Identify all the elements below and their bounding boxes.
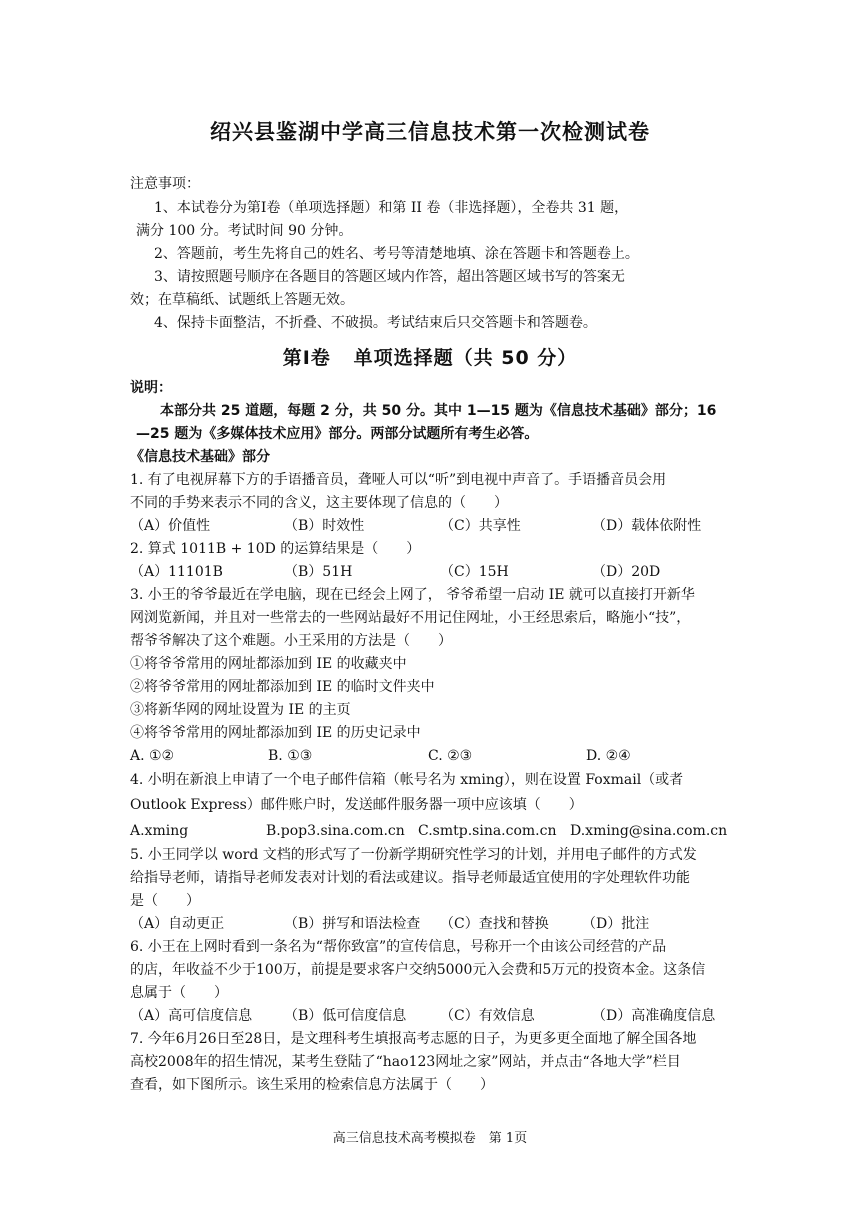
question-1-line-2: 不同的手势来表示不同的含义，这主要体现了信息的（ ） (130, 495, 508, 511)
question-7-line-1: 7. 今年6月26日至28日，是文理科考生填报高考志愿的日子，为更多更全面地了解全国各地 (130, 1031, 697, 1047)
question-3-option-b: B. ①③ (268, 748, 313, 764)
question-3-option-a: A. ①② (130, 748, 175, 764)
question-1-option-b: （B）时效性 (284, 518, 365, 534)
notice-item-3-cont: 效；在草稿纸、试题纸上答题无效。 (130, 292, 354, 308)
question-6-option-c: （C）有效信息 (440, 1008, 535, 1024)
part-heading: 《信息技术基础》部分 (130, 449, 270, 465)
question-5-option-c: （C）查找和替换 (440, 916, 549, 932)
question-6-option-d: （D）高准确度信息 (592, 1008, 716, 1024)
question-4-option-a: A.xming (130, 823, 189, 839)
question-5-option-d: （D）批注 (582, 916, 650, 932)
question-7-line-3: 查看，如下图所示。该生采用的检索信息方法属于（ ） (130, 1077, 494, 1093)
question-3-line-1: 3. 小王的爷爷最近在学电脑，现在已经会上网了， 爷爷希望一启动 IE 就可以直接打开新华 (130, 587, 695, 603)
question-2-option-d: （D）20D (592, 564, 661, 580)
question-3-choice-3: ③将新华网的网址设置为 IE 的主页 (130, 702, 351, 718)
question-4-option-d: D.xming@sina.com.cn (570, 823, 728, 839)
notice-item-1-cont: 满分 100 分。考试时间 90 分钟。 (136, 223, 353, 239)
question-1-option-d: （D）载体依附性 (592, 518, 702, 534)
question-4-option-b: B.pop3.sina.com.cn (266, 823, 405, 839)
question-3-option-d: D. ②④ (586, 748, 631, 764)
notice-item-1: 1、本试卷分为第Ⅰ卷（单项选择题）和第 II 卷（非选择题），全卷共 31 题， (154, 200, 629, 216)
section-desc-heading: 说明： (130, 380, 172, 396)
question-3-choice-2: ②将爷爷常用的网址都添加到 IE 的临时文件夹中 (130, 679, 435, 695)
page-footer: 高三信息技术高考模拟卷 第 1页 (332, 1131, 528, 1146)
section-desc-line-1: 本部分共 25 道题，每题 2 分，共 50 分。其中 1—15 题为《信息技术基础》部分；16 (160, 403, 717, 419)
question-4-option-c: C.smtp.sina.com.cn (418, 823, 557, 839)
question-2-option-c: （C）15H (440, 564, 509, 580)
question-3-choice-1: ①将爷爷常用的网址都添加到 IE 的收藏夹中 (130, 656, 407, 672)
question-6-line-1: 6. 小王在上网时看到一条名为“帮你致富”的宣传信息，号称开一个由该公司经营的产品 (130, 939, 667, 955)
section-desc-line-2: —25 题为《多媒体技术应用》部分。两部分试题所有考生必答。 (136, 426, 539, 442)
question-5-line-3: 是（ ） (130, 893, 200, 909)
question-4-line-2: Outlook Express）邮件账户时，发送邮件服务器一项中应该填（ ） (130, 797, 583, 813)
question-3-option-c: C. ②③ (428, 748, 473, 764)
question-5-line-2: 给指导老师，请指导老师发表对计划的看法或建议。指导老师最适宜使用的字处理软件功能 (130, 870, 690, 886)
question-5-line-1: 5. 小王同学以 word 文档的形式写了一份新学期研究性学习的计划，并用电子邮件的方式发 (130, 847, 697, 863)
question-3-line-3: 帮爷爷解决了这个难题。小王采用的方法是（ ） (130, 633, 452, 649)
notice-item-3: 3、请按照题号顺序在各题目的答题区域内作答，超出答题区域书写的答案无 (154, 269, 625, 285)
notice-heading: 注意事项： (130, 176, 200, 192)
question-4-line-1: 4. 小明在新浪上申请了一个电子邮件信箱（帐号名为 xming），则在设置 Foxmail（或者 (130, 772, 684, 788)
notice-item-4: 4、保持卡面整洁，不折叠、不破损。考试结束后只交答题卡和答题卷。 (154, 315, 597, 331)
question-5-option-b: （B）拼写和语法检查 (284, 916, 421, 932)
page-title: 绍兴县鉴湖中学高三信息技术第一次检测试卷 (210, 120, 650, 144)
question-3-choice-4: ④将爷爷常用的网址都添加到 IE 的历史记录中 (130, 725, 421, 741)
question-2-line-1: 2. 算式 1011B + 10D 的运算结果是（ ） (130, 541, 421, 557)
notice-item-2: 2、答题前，考生先将自己的姓名、考号等清楚地填、涂在答题卡和答题卷上。 (154, 246, 639, 262)
question-1-line-1: 1. 有了电视屏幕下方的手语播音员，聋哑人可以“听”到电视中声音了。手语播音员会用 (130, 472, 667, 488)
question-6-line-2: 的店，年收益不少于100万，前提是要求客户交纳5000元入会费和5万元的投资本金。这条信 (130, 962, 706, 978)
question-5-option-a: （A）自动更正 (130, 916, 225, 932)
question-1-option-c: （C）共享性 (440, 518, 521, 534)
question-6-option-b: （B）低可信度信息 (284, 1008, 407, 1024)
question-1-option-a: （A）价值性 (130, 518, 211, 534)
question-3-line-2: 网浏览新闻，并且对一些常去的一些网站最好不用记住网址，小王经思索后，略施小“技”， (130, 610, 691, 626)
section-title: 第Ⅰ卷 单项选择题（共 50 分） (282, 347, 578, 369)
question-6-option-a: （A）高可信度信息 (130, 1008, 253, 1024)
question-2-option-b: （B）51H (284, 564, 353, 580)
question-6-line-3: 息属于（ ） (130, 985, 228, 1001)
question-7-line-2: 高校2008年的招生情况，某考生登陆了“hao123网址之家”网站，并点击“各地大学”栏目 (130, 1054, 681, 1070)
question-2-option-a: （A）11101B (130, 564, 223, 580)
